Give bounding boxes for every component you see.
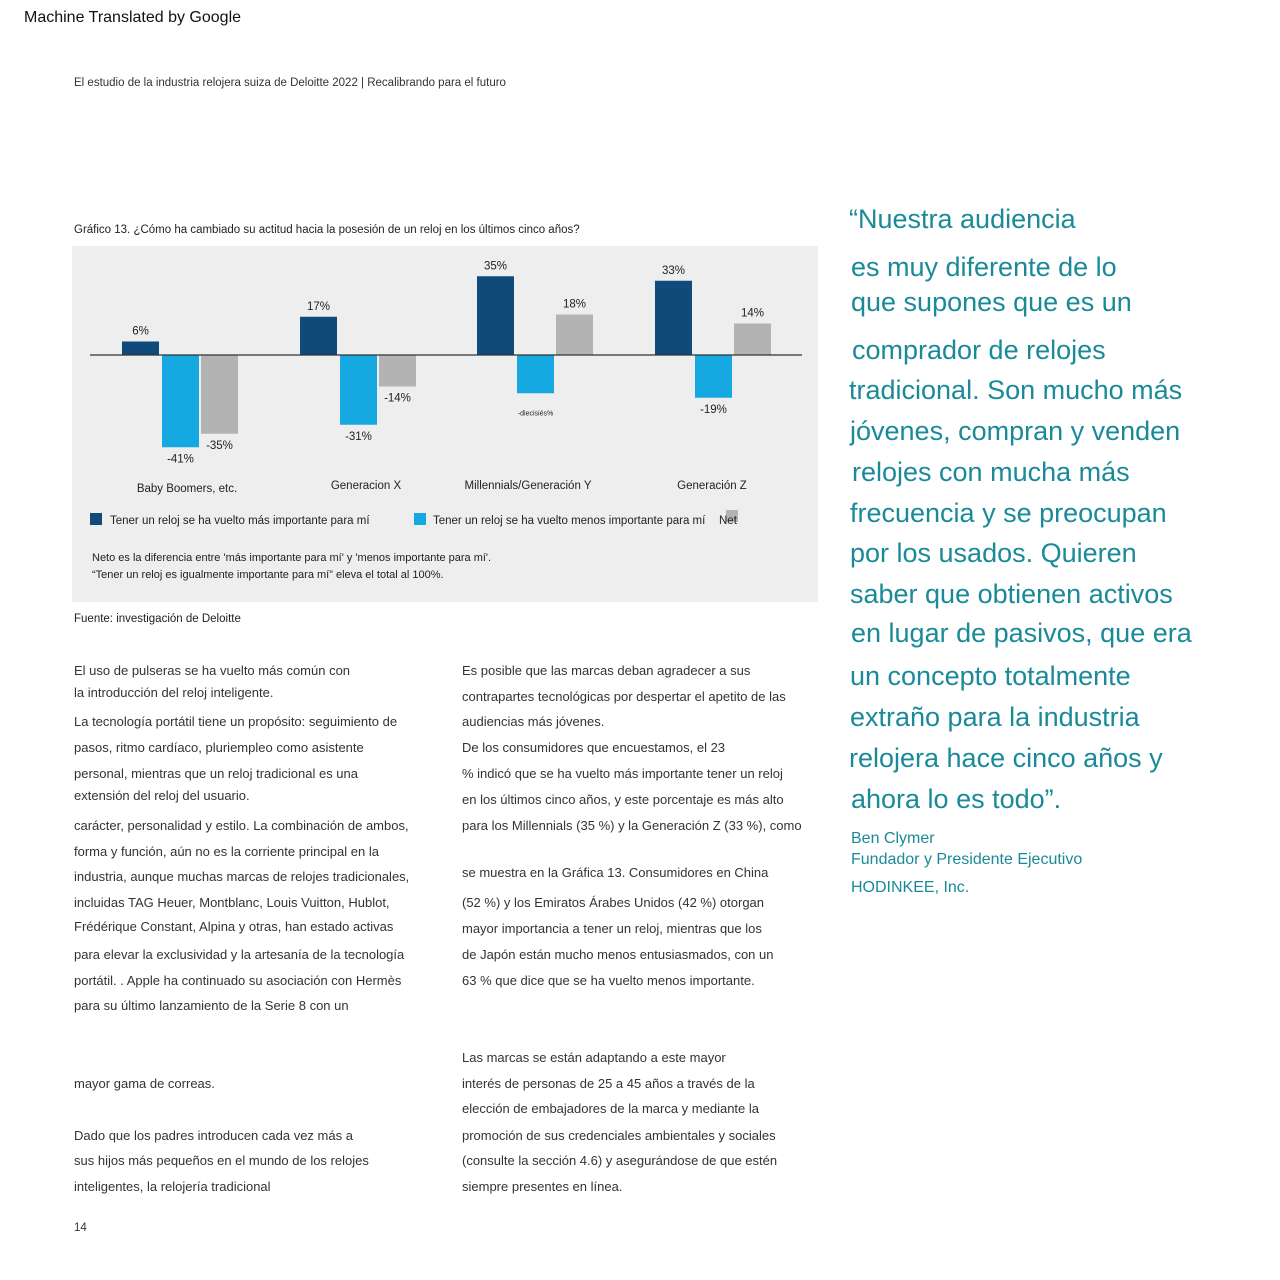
body-right-line-12: 63 % que dice que se ha vuelto menos importante. bbox=[462, 973, 755, 988]
value-label-more-1: 6% bbox=[132, 325, 149, 338]
quote-line-15: ahora lo es todo”. bbox=[851, 784, 1062, 814]
quote-line-2: es muy diferente de lo bbox=[851, 252, 1117, 282]
value-label-net-1: -35% bbox=[206, 439, 233, 452]
value-label-less-3: -diecisiés% bbox=[517, 410, 554, 418]
body-right-line-4: De los consumidores que encuestamos, el 23 bbox=[462, 740, 726, 755]
quote-line-11: en lugar de pasivos, que era bbox=[851, 618, 1192, 648]
body-left-line-1: El uso de pulseras se ha vuelto más común con bbox=[74, 663, 351, 678]
value-label-less-2: -31% bbox=[345, 430, 372, 443]
body-left-line-17: sus hijos más pequeños en el mundo de los relojes bbox=[74, 1153, 369, 1168]
quote-line-8: frecuencia y se preocupan bbox=[850, 498, 1167, 528]
body-left-line-8: forma y función, aún no es la corriente principal en la bbox=[74, 844, 379, 859]
value-label-more-3: 35% bbox=[483, 260, 508, 273]
body-right-line-13: Las marcas se están adaptando a este mayor bbox=[462, 1050, 726, 1065]
bar-chart bbox=[72, 246, 818, 495]
quote-author: Ben Clymer bbox=[851, 830, 935, 847]
quote-line-12: un concepto totalmente bbox=[850, 661, 1131, 691]
bar-less-4 bbox=[695, 355, 732, 398]
bar-net-4 bbox=[734, 324, 771, 356]
body-right-line-3: audiencias más jóvenes. bbox=[462, 714, 605, 729]
machine-translation-banner: Machine Translated by Google bbox=[24, 9, 242, 26]
category-label-4: Generación Z bbox=[677, 480, 747, 492]
body-left-line-10: incluidas TAG Heuer, Montblanc, Louis Vuitton, Hublot, bbox=[74, 895, 390, 910]
body-left-line-11: Frédérique Constant, Alpina y otras, han estado activas bbox=[74, 919, 394, 934]
body-right-line-18: siempre presentes en línea. bbox=[462, 1179, 623, 1194]
bar-more-4 bbox=[655, 281, 692, 355]
body-left-line-2: la introducción del reloj inteligente. bbox=[74, 685, 274, 700]
quote-author-role: Fundador y Presidente Ejecutivo bbox=[851, 851, 1083, 868]
body-left-line-16: Dado que los padres introducen cada vez más a bbox=[74, 1128, 353, 1143]
body-left-line-14: para su último lanzamiento de la Serie 8 con un bbox=[74, 998, 349, 1013]
bar-net-2 bbox=[379, 355, 416, 387]
bar-more-2 bbox=[300, 317, 337, 355]
quote-line-6: jóvenes, compran y venden bbox=[850, 416, 1181, 446]
chart-note-total: “Tener un reloj es igualmente importante para mí” eleva el total al 100%. bbox=[92, 569, 444, 581]
body-left-line-13: portátil. . Apple ha continuado su asociación con Hermès bbox=[74, 973, 402, 988]
quote-line-1: “Nuestra audiencia bbox=[849, 204, 1076, 234]
value-label-net-4: 14% bbox=[740, 307, 765, 320]
quote-line-13: extraño para la industria bbox=[850, 702, 1140, 732]
category-label-1: Baby Boomers, etc. bbox=[136, 483, 238, 495]
body-left-line-7: carácter, personalidad y estilo. La combinación de ambos, bbox=[74, 818, 409, 833]
quote-author-company: HODINKEE, Inc. bbox=[851, 879, 970, 896]
quote-line-5: tradicional. Son mucho más bbox=[849, 375, 1183, 405]
body-left-line-9: industria, aunque muchas marcas de relojes tradicionales, bbox=[74, 869, 410, 884]
body-left-line-3: La tecnología portátil tiene un propósito: seguimiento de bbox=[74, 714, 398, 729]
body-right-line-5: % indicó que se ha vuelto más importante tener un reloj bbox=[462, 766, 783, 781]
body-right-line-9: (52 %) y los Emiratos Árabes Unidos (42 %) otorgan bbox=[462, 895, 765, 910]
body-right-line-10: mayor importancia a tener un reloj, mientras que los bbox=[462, 921, 762, 936]
legend-swatch-more bbox=[90, 513, 102, 525]
category-label-3: Millennials/Generación Y bbox=[464, 480, 592, 492]
value-label-more-2: 17% bbox=[306, 300, 331, 313]
body-left-line-15: mayor gama de correas. bbox=[74, 1076, 215, 1091]
body-right-line-1: Es posible que las marcas deban agradecer a sus bbox=[462, 663, 751, 678]
body-right-line-2: contrapartes tecnológicas por despertar el apetito de las bbox=[462, 689, 786, 704]
body-right-line-7: para los Millennials (35 %) y la Generación Z (33 %), como bbox=[462, 818, 802, 833]
body-left-line-5: personal, mientras que un reloj tradicional es una bbox=[74, 766, 359, 781]
body-right-line-6: en los últimos cinco años, y este porcentaje es más alto bbox=[462, 792, 784, 807]
chart-caption: Gráfico 13. ¿Cómo ha cambiado su actitud hacia la posesión de un reloj en los últimos cinco años? bbox=[74, 224, 580, 236]
value-label-more-4: 33% bbox=[661, 264, 686, 277]
body-right-line-16: promoción de sus credenciales ambientales y sociales bbox=[462, 1128, 776, 1143]
quote-line-14: relojera hace cinco años y bbox=[849, 743, 1163, 773]
category-label-2: Generacion X bbox=[330, 480, 402, 492]
body-right-line-15: elección de embajadores de la marca y mediante la bbox=[462, 1101, 760, 1116]
bar-less-3 bbox=[517, 355, 554, 393]
body-right-line-11: de Japón están mucho menos entusiasmados, con un bbox=[462, 947, 774, 962]
value-label-less-1: -41% bbox=[167, 453, 194, 466]
quote-line-3: que supones que es un bbox=[851, 287, 1132, 317]
chart-note-net-definition: Neto es la diferencia entre 'más importante para mí' y 'menos importante para mí'. bbox=[92, 552, 492, 564]
quote-line-4: comprador de relojes bbox=[852, 335, 1106, 365]
bar-net-1 bbox=[201, 355, 238, 434]
body-left-line-18: inteligentes, la relojería tradicional bbox=[74, 1179, 271, 1194]
page-number: 14 bbox=[74, 1222, 87, 1234]
legend-label-less: Tener un reloj se ha vuelto menos importante para mí bbox=[433, 515, 706, 527]
quote-line-9: por los usados. Quieren bbox=[850, 538, 1137, 568]
legend-label-net: Net bbox=[719, 515, 737, 527]
bar-net-3 bbox=[556, 315, 593, 356]
body-left-line-6: extensión del reloj del usuario. bbox=[74, 788, 250, 803]
legend-label-more: Tener un reloj se ha vuelto más importante para mí bbox=[110, 515, 370, 527]
bar-less-1 bbox=[162, 355, 199, 447]
running-header: El estudio de la industria relojera suiza de Deloitte 2022 | Recalibrando para el futuro bbox=[74, 77, 506, 89]
body-right-line-8: se muestra en la Gráfica 13. Consumidores en China bbox=[462, 865, 769, 880]
chart-source: Fuente: investigación de Deloitte bbox=[74, 613, 241, 625]
bar-less-2 bbox=[340, 355, 377, 425]
bar-more-3 bbox=[477, 276, 514, 355]
body-right-line-17: (consulte la sección 4.6) y asegurándose de que estén bbox=[462, 1153, 778, 1168]
body-left-line-12: para elevar la exclusividad y la artesanía de la tecnología bbox=[74, 947, 405, 962]
quote-line-7: relojes con mucha más bbox=[852, 457, 1130, 487]
bar-more-1 bbox=[122, 342, 159, 356]
body-left-line-4: pasos, ritmo cardíaco, pluriempleo como asistente bbox=[74, 740, 364, 755]
legend-swatch-less bbox=[414, 513, 426, 525]
chart-panel bbox=[72, 246, 818, 602]
value-label-less-4: -19% bbox=[700, 403, 727, 416]
quote-line-10: saber que obtienen activos bbox=[850, 579, 1173, 609]
body-right-line-14: interés de personas de 25 a 45 años a través de la bbox=[462, 1076, 755, 1091]
value-label-net-2: -14% bbox=[384, 392, 411, 405]
value-label-net-3: 18% bbox=[562, 298, 587, 311]
